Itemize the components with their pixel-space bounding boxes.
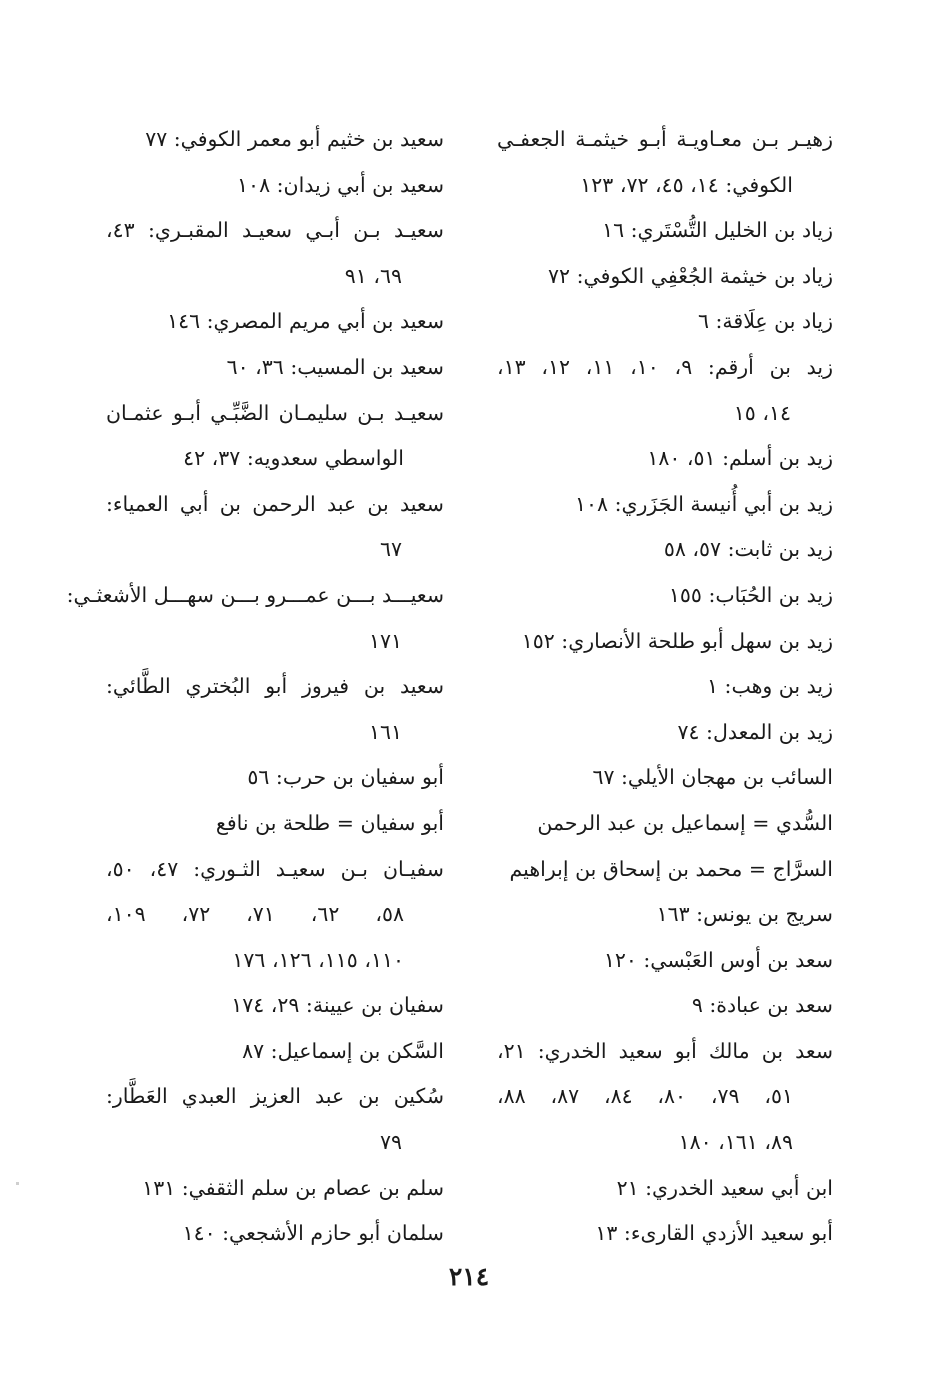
index-entry-line: أبو سفيان = طلحة بن نافع xyxy=(215,810,444,835)
index-entry-line: ١٤، ١٥ xyxy=(733,400,791,425)
index-entry-line: زيد بن أرقم: ٩، ١٠، ١١، ١٢، ١٣، xyxy=(497,354,834,379)
index-entry-line: زيد بن وهب: ١ xyxy=(707,674,833,699)
index-entry-line: سلم بن عصام بن سلم الثقفي: ١٣١ xyxy=(142,1175,444,1200)
index-entry-line: ١١٠، ١١٥، ١٢٦، ١٧٦ xyxy=(232,947,404,972)
index-entry-line: سعيد بن خثيم أبو معمر الكوفي: ٧٧ xyxy=(145,127,444,151)
index-entry-line: زيد بن المعدل: ٧٤ xyxy=(677,719,833,744)
index-entry-line: سعيـــد بـــن عمـــرو بـــن سهـــل الأشعثـي: xyxy=(66,582,444,607)
index-entry-line: سريج بن يونس: ١٦٣ xyxy=(656,902,833,927)
index-entry-line: سعيد بن عبد الرحمن بن أبي العمياء: xyxy=(106,491,444,516)
index-entry-line: زهيـر بـن معـاويـة أبـو خيثمـة الجعفـي xyxy=(497,127,833,151)
index-entry-line: ٦٧ xyxy=(379,537,402,562)
margin-speck xyxy=(16,1182,19,1185)
index-entry-line: زيد بن سهل أبو طلحة الأنصاري: ١٥٢ xyxy=(521,628,833,653)
index-entry-line: ٨٩، ١٦١، ١٨٠ xyxy=(678,1130,793,1155)
index-entry-line: زيد بن ثابت: ٥٧، ٥٨ xyxy=(663,537,833,562)
index-entry-line: زيد بن أبي أُنيسة الجَزَري: ١٠٨ xyxy=(575,491,833,516)
index-entry-line: سعد بن عبادة: ٩ xyxy=(691,993,833,1018)
index-entry-line: السائب بن مهجان الأيلي: ٦٧ xyxy=(592,765,833,790)
index-entry-line: الكوفي: ١٤، ٤٥، ٧٢، ١٢٣ xyxy=(580,172,793,197)
index-column-right xyxy=(497,117,833,1257)
index-entry-line: سفيان بن عيينة: ٢٩، ١٧٤ xyxy=(231,993,444,1018)
index-entry-line: سلمان أبو حازم الأشجعي: ١٤٠ xyxy=(182,1221,444,1246)
index-entry-line: ٥١، ٧٩، ٨٠، ٨٤، ٨٧، ٨٨، xyxy=(497,1084,793,1109)
index-entry-line: سعيد بن فيروز أبو البُختري الطَّائي: xyxy=(106,674,444,699)
index-entry-line: ابن أبي سعيد الخدري: ٢١ xyxy=(616,1175,833,1200)
index-entry-line: أبو سفيان بن حرب: ٥٦ xyxy=(247,765,444,790)
index-entry-line: سعيـد بـن سليمـان الضَّبِّـي أبـو عثمـان xyxy=(106,400,444,425)
index-column-left xyxy=(66,117,444,1257)
index-entry-line: ٧٩ xyxy=(379,1130,402,1155)
index-entry-line: ١٦١ xyxy=(368,719,402,744)
index-entry-line: زياد بن الخليل التُّسْتَري: ١٦ xyxy=(602,218,833,243)
index-entry-line: ٦٩، ٩١ xyxy=(344,263,402,288)
index-entry-line: سعيد بن المسيب: ٣٦، ٦٠ xyxy=(226,354,444,379)
index-entry-line: السرَّاج = محمد بن إسحاق بن إبراهيم xyxy=(509,856,833,881)
index-entry-line: سعيد بن أبي مريم المصري: ١٤٦ xyxy=(167,309,444,334)
index-entry-line: سعيـد بـن أبـي سعيـد المقبـري: ٤٣، xyxy=(106,218,444,243)
index-entry-line: الواسطي سعدويه: ٣٧، ٤٢ xyxy=(183,446,404,471)
index-entry-line: زيد بن الحُبَاب: ١٥٥ xyxy=(668,582,833,607)
index-entry-line: سعد بن أوس العَبْسي: ١٢٠ xyxy=(603,947,833,972)
index-entry-line: سعد بن مالك أبو سعيد الخدري: ٢١، xyxy=(497,1038,833,1063)
index-entry-line: زياد بن خيثمة الجُعْفِي الكوفي: ٧٢ xyxy=(548,263,833,288)
page-number: ٢١٤ xyxy=(448,1262,490,1291)
index-entry-line: أبو سعيد الأزدي القارىء: ١٣ xyxy=(595,1221,833,1246)
index-entry-line: السُّدي = إسماعيل بن عبد الرحمن xyxy=(537,810,833,835)
index-entry-line: زيد بن أسلم: ٥١، ١٨٠ xyxy=(647,446,833,471)
index-entry-line: ٥٨، ٦٢، ٧١، ٧٢، ١٠٩، xyxy=(106,902,404,927)
index-entry-line: سفيـان بـن سعيـد الثـوري: ٤٧، ٥٠، xyxy=(106,856,444,881)
index-entry-line: سُكين بن عبد العزيز العبدي العَطَّار: xyxy=(106,1084,444,1109)
index-entry-line: سعيد بن أبي زيدان: ١٠٨ xyxy=(237,172,444,197)
index-entry-line: زياد بن عِلَاقة: ٦ xyxy=(697,309,833,334)
index-entry-line: السَّكن بن إسماعيل: ٨٧ xyxy=(242,1038,444,1063)
index-entry-line: ١٧١ xyxy=(368,628,402,653)
